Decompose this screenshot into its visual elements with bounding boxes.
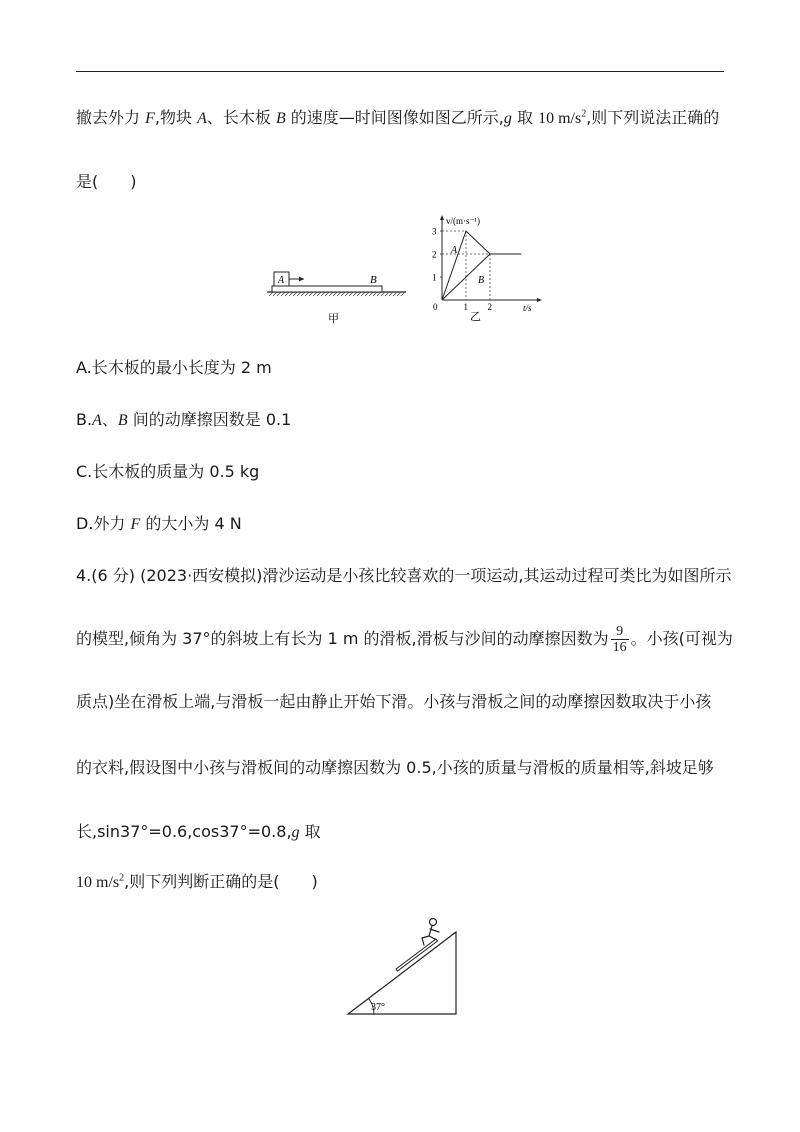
text: ,则下列判断正确的是( ) [124, 872, 318, 891]
x-tick-label: 0 [433, 302, 438, 312]
figure-jia [264, 264, 414, 326]
figure-slope [344, 912, 464, 1018]
text: 的大小为 4 N [140, 514, 242, 533]
var-B: B [275, 110, 286, 127]
q4-line-1: 4.(6 分) (2023·西安模拟)滑沙运动是小孩比较喜欢的一项运动,其运动过程可类比为如图所示 [76, 566, 732, 585]
var-F: F [130, 516, 141, 533]
q4-line-3: 质点)坐在滑板上端,与滑板一起由静止开始下滑。小孩与滑板之间的动摩擦因数取决于小孩 [76, 692, 712, 711]
option-c: C.长木板的质量为 0.5 kg [76, 462, 260, 481]
exponent: 2 [119, 872, 125, 884]
q4-line-5 [76, 822, 321, 843]
text: ,则下列说法正确的 [586, 108, 720, 127]
text: 、 [101, 410, 118, 429]
label-B: B [370, 274, 377, 286]
text: 取 [299, 822, 321, 841]
text: 撤去外力 [76, 108, 146, 127]
caption-yi: 乙 [470, 311, 481, 323]
text: D.外力 [76, 514, 131, 533]
series-label-A: A [451, 245, 458, 256]
option-a: A.长木板的最小长度为 2 m [76, 358, 272, 377]
label-A: A [278, 275, 285, 286]
text: 的速度—时间图像如图乙所示, [285, 108, 504, 127]
figure-yi-vt-chart [428, 212, 548, 324]
y-tick-label: 2 [432, 249, 437, 260]
x-axis-label: t/s [523, 303, 532, 313]
var-g: g [503, 110, 512, 127]
text: 长,sin37°=0.6,cos37°=0.8, [76, 822, 292, 841]
x-tick-label: 2 [487, 302, 492, 312]
y-tick-label: 1 [432, 272, 437, 283]
fraction-9-16 [611, 624, 629, 655]
text: 的模型,倾角为 37°的斜坡上有长为 1 m 的滑板,滑板与沙间的动摩擦因数为 [76, 629, 609, 648]
option-d [76, 514, 242, 535]
q3-stem-line-2: 是( ) [76, 172, 137, 191]
incline [348, 932, 456, 1014]
text: B. [76, 410, 93, 429]
y-axis-label: v/(m·s⁻¹) [446, 216, 480, 226]
var-A: A [197, 110, 207, 127]
var-A: A [92, 412, 102, 429]
angle-label: 37° [371, 1002, 385, 1013]
var-g: g [291, 824, 300, 841]
text: 取 [511, 108, 539, 127]
text: 、长木板 [206, 108, 276, 127]
denominator: 16 [612, 640, 627, 655]
q4-line-2 [76, 624, 733, 655]
exponent: 2 [581, 108, 587, 120]
y-tick-label: 3 [432, 226, 437, 237]
text: ,物块 [154, 108, 198, 127]
series-line-A [442, 231, 521, 300]
q4-line-4: 的衣料,假设图中小孩与滑板间的动摩擦因数为 0.5,小孩的质量与滑板的质量相等,斜坡足够 [76, 758, 714, 777]
g-value: 10 m/s [538, 110, 582, 127]
option-b [76, 410, 291, 431]
x-tick-label: 1 [463, 302, 468, 312]
text: 间的动摩擦因数是 0.1 [127, 410, 292, 429]
numerator: 9 [611, 624, 629, 640]
header-rule [76, 71, 724, 72]
q4-line-6 [76, 872, 318, 893]
q3-stem-line-1 [76, 108, 719, 129]
g-value: 10 m/s [76, 874, 120, 891]
var-F: F [145, 110, 155, 127]
text: 。小孩(可视为 [630, 629, 733, 648]
var-B: B [117, 412, 128, 429]
series-label-B: B [478, 275, 485, 286]
long-board-B [272, 286, 382, 292]
caption-jia: 甲 [328, 313, 339, 325]
